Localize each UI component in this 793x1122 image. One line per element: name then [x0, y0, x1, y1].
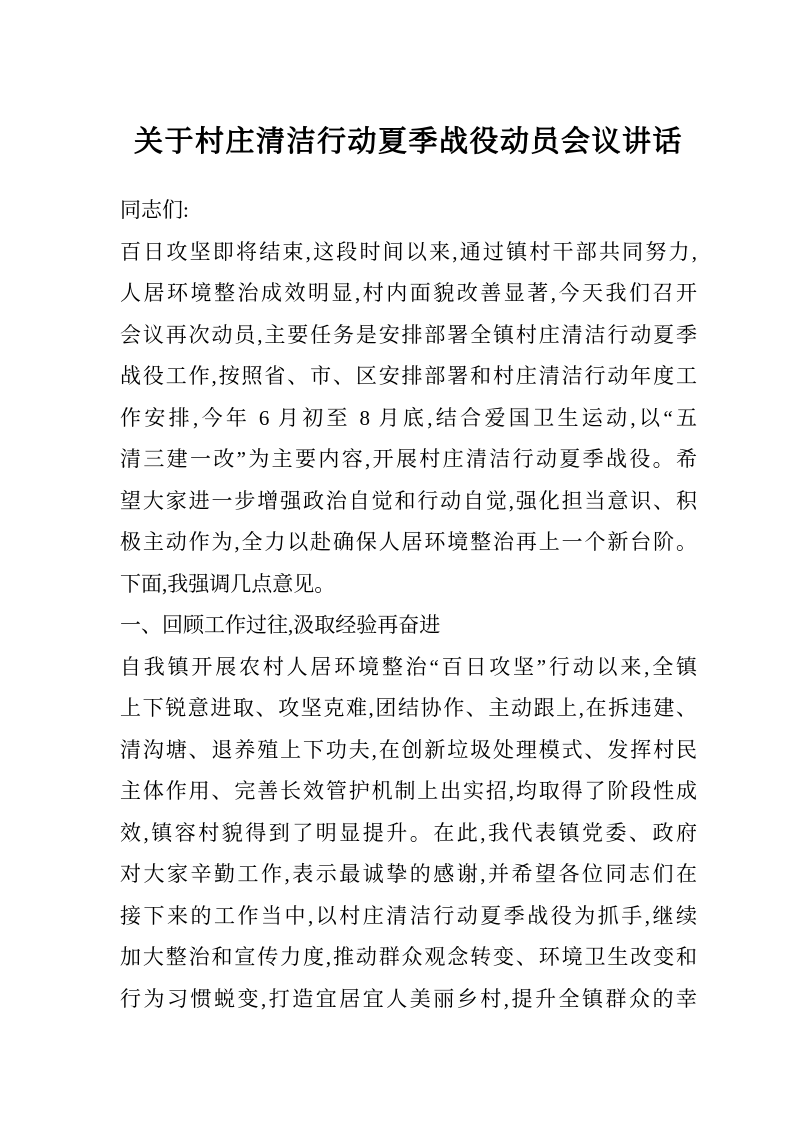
document-body — [120, 190, 697, 1020]
body-line: 自我镇开展农村人居环境整治“百日攻坚”行动以来,全镇 — [120, 654, 697, 679]
body-line: 百日攻坚即将结束,这段时间以来,通过镇村干部共同努力, — [120, 239, 697, 264]
body-line: 极主动作为,全力以赴确保人居环境整治再上一个新台阶。 — [120, 530, 697, 554]
body-line: 清三建一改”为主要内容,开展村庄清洁行动夏季战役。希 — [120, 447, 697, 471]
body-line: 主体作用、完善长效管护机制上出实招,均取得了阶段性成 — [120, 779, 697, 803]
body-line: 人居环境整治成效明显,村内面貌改善显著,今天我们召开 — [120, 281, 697, 305]
body-line: 对大家辛勤工作,表示最诚挚的感谢,并希望各位同志们在 — [120, 862, 697, 886]
body-line: 行为习惯蜕变,打造宜居宜人美丽乡村,提升全镇群众的幸 — [120, 986, 697, 1011]
body-line: 同志们: — [120, 198, 189, 222]
body-line-section-heading: 一、回顾工作过往,汲取经验再奋进 — [120, 613, 441, 637]
body-line: 上下锐意进取、攻坚克难,团结协作、主动跟上,在拆违建、 — [120, 696, 697, 720]
body-line: 望大家进一步增强政治自觉和行动自觉,强化担当意识、积 — [120, 488, 697, 513]
body-line: 会议再次动员,主要任务是安排部署全镇村庄清洁行动夏季 — [120, 322, 697, 347]
body-line: 战役工作,按照省、市、区安排部署和村庄清洁行动年度工 — [120, 364, 697, 388]
body-line: 加大整治和宣传力度,推动群众观念转变、环境卫生改变和 — [120, 945, 697, 969]
body-line: 接下来的工作当中,以村庄清洁行动夏季战役为抓手,继续 — [120, 903, 697, 928]
document-title: 关于村庄清洁行动夏季战役动员会议讲话 — [133, 126, 683, 158]
body-line: 清沟塘、退养殖上下功夫,在创新垃圾处理模式、发挥村民 — [120, 737, 697, 762]
body-line: 效,镇容村貌得到了明显提升。在此,我代表镇党委、政府 — [120, 820, 697, 845]
body-line: 作安排,今年 6 月初至 8 月底,结合爱国卫生运动,以“五 — [120, 405, 697, 430]
body-line: 下面,我强调几点意见。 — [120, 571, 336, 596]
